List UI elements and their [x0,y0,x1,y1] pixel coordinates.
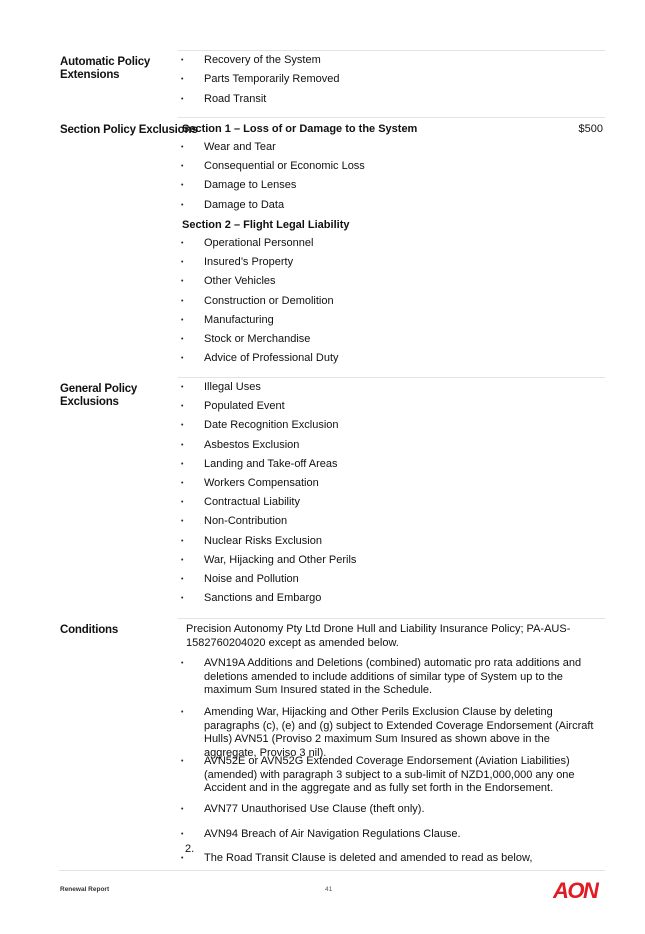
section2-heading: Section 2 – Flight Legal Liability [182,219,350,231]
list-item: Nuclear Risks Exclusion [204,534,322,547]
condition-item: AVN94 Breach of Air Navigation Regulations Clause. [204,828,461,840]
section1-heading: Section 1 – Loss of or Damage to the System [182,123,418,135]
condition-item: The Road Transit Clause is deleted and amended to read as below, [204,852,533,864]
list-item: Asbestos Exclusion [204,438,300,451]
bullet-icon: • [181,336,184,343]
bullet-icon: • [181,855,184,862]
bullet-icon: • [181,240,184,247]
list-item: Operational Personnel [204,237,314,249]
list-item: Construction or Demolition [204,294,334,307]
bullet-icon: • [181,355,184,363]
bullet-icon: • [181,95,184,103]
list-item: Damage to Data [204,198,285,211]
bullet-icon: • [181,556,184,564]
list-item: War, Hijacking and Other Perils [204,553,357,566]
list-item: Other Vehicles [204,275,276,288]
section-divider [178,377,605,378]
list-item: Wear and Tear [204,141,276,153]
bullet-icon: • [181,806,184,813]
bullet-icon: • [181,297,184,305]
bullet-icon: • [181,518,184,526]
condition-item: AVN52E or AVN52G Extended Coverage Endorsement (Aviation Liabilities) (amended) with paragraph 3 subject to a sub-limit of NZD1,000,000 any one Accident and in the aggregate and as fully set forth in the Endorsement. [204,755,575,794]
bullet-icon: • [181,480,184,487]
general-exclusions-label: General Policy Exclusions [60,383,138,408]
section1-deductible-amount: $500 [578,123,603,135]
svg-text:AON: AON [553,879,598,901]
list-item: Stock or Merchandise [204,333,311,345]
bullet-icon: • [181,278,184,286]
list-item: Consequential or Economic Loss [204,160,365,173]
bullet-icon: • [181,422,184,430]
list-item: Landing and Take-off Areas [204,457,338,470]
list-item: Recovery of the System [204,54,321,66]
conditions-label: Conditions [60,624,119,636]
section-divider [178,117,605,118]
conditions-intro: Precision Autonomy Pty Ltd Drone Hull and Liability Insurance Policy; PA-AUS-1582760204020 except as amended below. [186,623,571,649]
bullet-icon: • [181,460,184,468]
bullet-icon: • [181,144,184,151]
bullet-icon: • [181,76,184,84]
list-item: Sanctions and Embargo [204,592,322,605]
list-item: Advice of Professional Duty [204,352,339,365]
condition-item: AVN77 Unauthorised Use Clause (theft only). [204,803,425,815]
bullet-icon: • [181,758,184,765]
footer-report-title: Renewal Report [60,886,110,893]
list-item: Workers Compensation [204,477,319,489]
bullet-icon: • [181,403,184,411]
bullet-icon: • [181,163,184,171]
automatic-extensions-label: Automatic Policy Extensions [60,56,151,81]
list-item: Road Transit [204,92,267,105]
page-number: 41 [325,886,333,893]
section-exclusions-label: Section Policy Exclusions [60,124,198,136]
condition-item: AVN19A Additions and Deletions (combined) automatic pro rata additions and deletions amended to include additions of similar type of System up to the maximum Sum Insured stated in the Schedule. [204,657,582,696]
list-item: Noise and Pollution [204,573,299,585]
section-divider [178,50,605,51]
list-item: Non-Contribution [204,515,288,528]
list-item: Insured’s Property [204,256,294,269]
list-item: Illegal Uses [204,381,261,393]
bullet-icon: • [181,259,184,267]
bullet-icon: • [181,57,184,64]
bullet-icon: • [181,595,184,603]
aon-logo [553,879,607,901]
bullet-icon: • [181,316,184,324]
bullet-icon: • [181,537,184,545]
list-item: Contractual Liability [204,496,300,509]
bullet-icon: • [181,499,184,507]
stray-number: 2. [185,843,195,855]
bullet-icon: • [181,660,184,667]
list-item: Populated Event [204,400,285,413]
bullet-icon: • [181,709,184,716]
bullet-icon: • [181,831,184,838]
bullet-icon: • [181,384,184,391]
footer-divider [59,870,605,871]
section-divider [178,618,605,619]
condition-item: Amending War, Hijacking and Other Perils Exclusion Clause by deleting paragraphs (c), (e) and (g) subject to Extended Coverage Endorsement (Aircraft Hulls) AVN51 (Proviso 2 maximum Sum Insured as shown above in the aggregate, Proviso 3 nil). [204,706,594,759]
list-item: Manufacturing [204,313,274,326]
list-item: Date Recognition Exclusion [204,419,339,432]
bullet-icon: • [181,441,184,449]
bullet-icon: • [181,576,184,583]
bullet-icon: • [181,201,184,209]
list-item: Parts Temporarily Removed [204,73,340,86]
bullet-icon: • [181,182,184,190]
list-item: Damage to Lenses [204,179,297,192]
